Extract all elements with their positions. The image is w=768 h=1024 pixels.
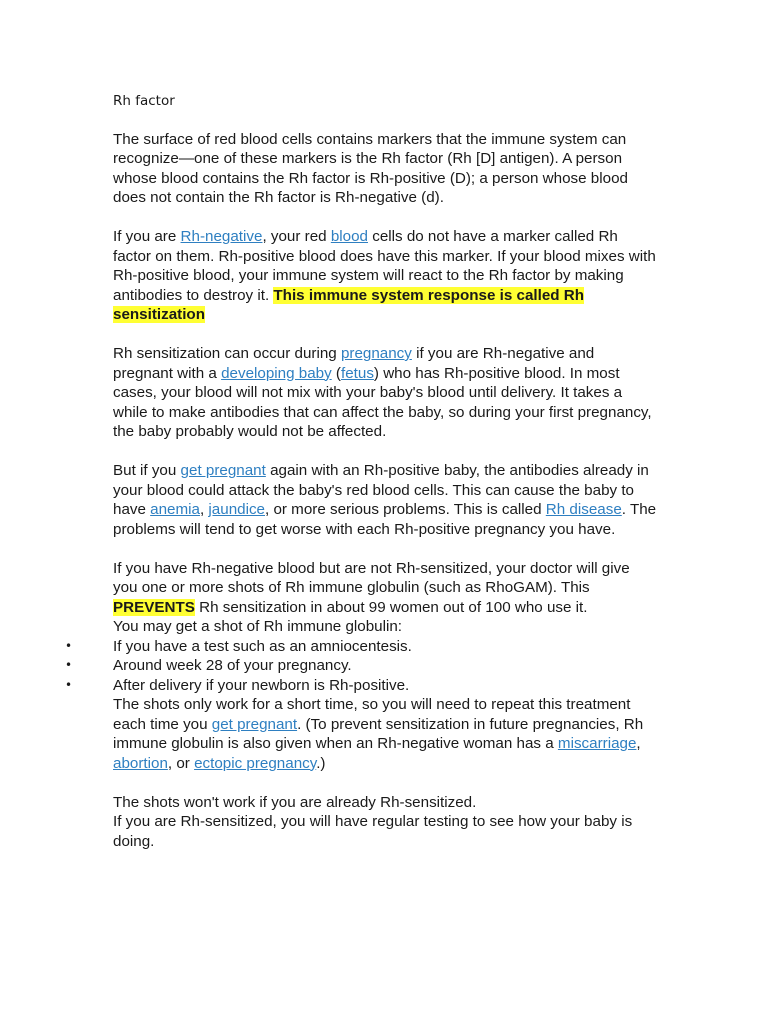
link-developing-baby[interactable]: developing baby — [221, 364, 332, 382]
list-item — [65, 637, 658, 657]
highlight-prevents: PREVENTS — [113, 598, 195, 616]
text-run: If you have Rh-negative blood but are not Rh-sensitized, your doctor will give you one or more shots of Rh immune globulin (such as RhoGAM). This — [113, 559, 630, 596]
link-miscarriage[interactable]: miscarriage — [557, 735, 637, 752]
paragraph-rh-intro: The surface of red blood cells contains markers that the immune system can recognize—one of these markers is the Rh factor (Rh [D] antigen). A person whose blood contains the Rh factor is Rh-positive (D); a person whose blood does not contain the Rh factor is Rh-negative (d). — [113, 130, 628, 206]
list-item-text: After delivery if your newborn is Rh-positive. — [113, 676, 410, 694]
text-run: , or more serious problems. This is called — [265, 501, 546, 518]
link-jaundice[interactable]: jaundice — [208, 501, 265, 518]
paragraph-rh-negative — [113, 227, 658, 325]
link-get-pregnant-2[interactable]: get pregnant — [211, 715, 298, 733]
highlight-sensitization: This immune system response is called Rh sensitization — [113, 286, 585, 323]
shot-intro: You may get a shot of Rh immune globulin: — [113, 618, 403, 635]
paragraph-already-sensitized: The shots won't work if you are already Rh-sensitized. — [113, 793, 477, 811]
link-fetus[interactable]: fetus — [340, 364, 374, 382]
bullet-icon: • — [65, 677, 73, 692]
list-item — [65, 656, 658, 676]
list-item — [65, 676, 658, 696]
text-run: , or — [167, 754, 195, 772]
link-abortion[interactable]: abortion — [113, 754, 168, 772]
document-title: Rh factor — [113, 93, 175, 109]
text-run: The shots only work for a short time, so you will need to repeat this treatment each time you — [113, 696, 631, 733]
list-item-text: If you have a test such as an amniocentesis. — [113, 637, 412, 655]
bullet-icon: • — [65, 658, 73, 672]
paragraph-shots-duration — [113, 695, 658, 773]
text-run: . The problems will tend to get worse with each Rh-positive pregnancy you have. — [113, 501, 657, 538]
paragraph-prevention — [113, 559, 658, 618]
text-run: But if you — [113, 462, 181, 479]
link-blood[interactable]: blood — [330, 228, 368, 245]
text-run: cells do not have a marker called Rh factor on them. Rh-positive blood does have this marker. If your blood mixes with Rh-positive blood, your immune system will react to the Rh factor by making antibodies to destroy it. — [113, 228, 656, 304]
link-rh-disease[interactable]: Rh disease — [545, 501, 622, 518]
text-run: , — [636, 735, 641, 752]
paragraph-regular-testing: If you are Rh-sensitized, you will have regular testing to see how your baby is doing. — [113, 813, 633, 850]
text-run: Rh sensitization in about 99 women out of 100 who use it. — [194, 598, 588, 616]
paragraph-rh-disease — [113, 461, 658, 539]
text-run: ( — [331, 364, 341, 382]
text-run: again with an Rh-positive baby, the antibodies already in your blood could attack the baby's red blood cells. This can cause the baby to have — [113, 462, 649, 518]
link-ectopic-pregnancy[interactable]: ectopic pregnancy — [194, 754, 317, 772]
shot-timing-list — [65, 637, 658, 696]
link-anemia[interactable]: anemia — [150, 501, 200, 518]
text-run: if you are Rh-negative and pregnant with a — [113, 345, 595, 382]
document-page — [65, 92, 658, 851]
text-run: Rh sensitization can occur during — [113, 345, 341, 362]
text-run: ) who has Rh-positive blood. In most cases, your blood will not mix with your baby's blood until delivery. It takes a while to make antibodies that can affect the baby, so during your first pregnancy, the baby probably would not be affected. — [113, 364, 652, 440]
link-rh-negative[interactable]: Rh-negative — [180, 228, 263, 245]
list-item-text: Around week 28 of your pregnancy. — [113, 657, 352, 674]
text-run: , your red — [262, 228, 331, 245]
text-run: , — [199, 501, 209, 518]
bullet-icon: • — [65, 638, 73, 653]
link-pregnancy[interactable]: pregnancy — [340, 345, 412, 362]
text-run: If you are — [113, 228, 181, 245]
link-get-pregnant[interactable]: get pregnant — [180, 462, 266, 479]
text-run: . (To prevent sensitization in future pregnancies, Rh immune globulin is also given when an Rh-negative woman has a — [113, 715, 644, 752]
text-run: .) — [316, 754, 326, 772]
paragraph-sensitization-pregnancy — [113, 344, 658, 442]
